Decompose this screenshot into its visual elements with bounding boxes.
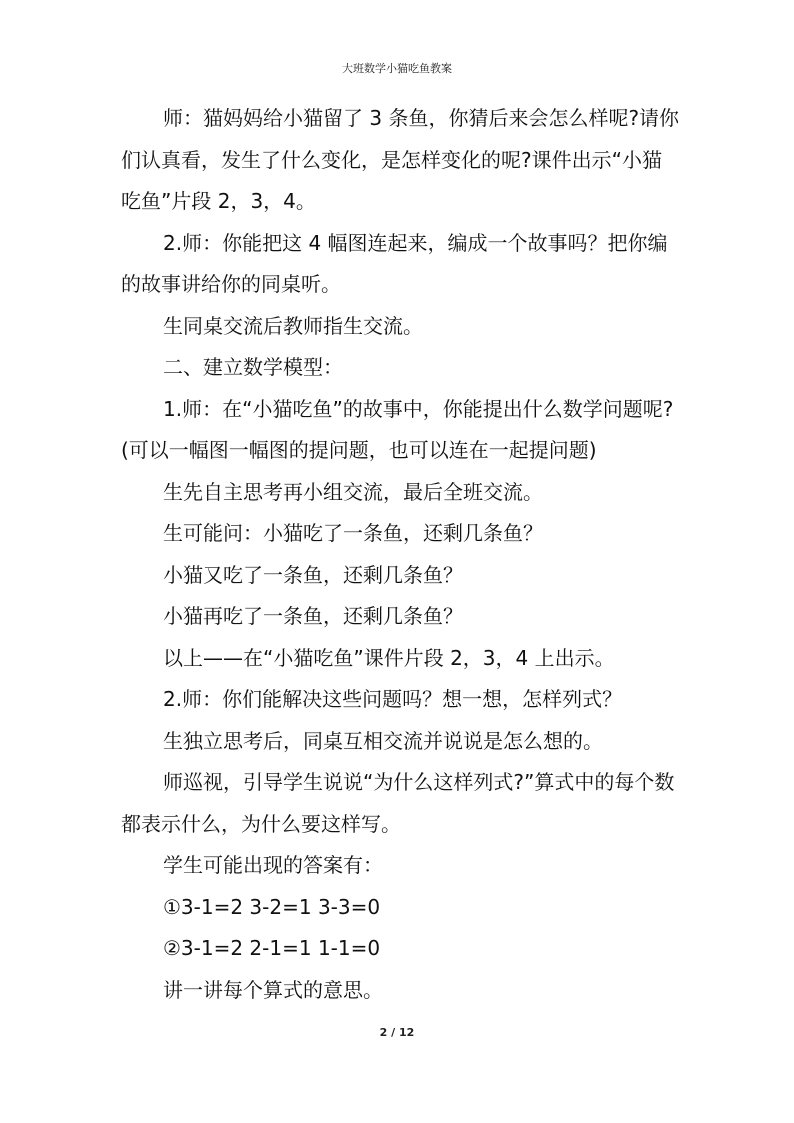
- paragraph: 小猫再吃了一条鱼，还剩几条鱼？: [163, 604, 463, 628]
- paragraph: 2.师：你们能解决这些问题吗？想一想，怎样列式？: [163, 687, 623, 711]
- page-number: 2 / 12: [379, 1026, 415, 1039]
- paragraph: 二、建立数学模型：: [163, 355, 343, 379]
- paragraph: ②3-1=2 2-1=1 1-1=0: [163, 936, 381, 960]
- paragraph: 生同桌交流后教师指生交流。: [163, 313, 423, 338]
- paragraph: 生先自主思考再小组交流，最后全班交流。: [163, 479, 543, 504]
- paragraph: 讲一讲每个算式的意思。: [163, 977, 383, 1002]
- paragraph: 师：猫妈妈给小猫留了 3 条鱼，你猜后来会怎么样呢?请你们认真看，发生了什么变化，是怎样变化的呢?课件出示“小猫吃鱼”片段 2，3，4。: [121, 106, 680, 213]
- paragraph: 以上——在“小猫吃鱼”课件片段 2，3，4 上出示。: [163, 645, 615, 670]
- paragraph: ①3-1=2 3-2=1 3-3=0: [163, 894, 381, 919]
- paragraph: 师巡视，引导学生说说“为什么这样列式?”算式中的每个数都表示什么，为什么要这样写。: [121, 770, 675, 836]
- paragraph: 小猫又吃了一条鱼，还剩几条鱼？: [163, 562, 463, 587]
- page-header: 大班数学小猫吃鱼教案: [342, 62, 452, 75]
- paragraph: 2.师：你能把这 4 幅图连起来，编成一个故事吗？把你编的故事讲给你的同桌听。: [121, 230, 668, 296]
- paragraph: 1.师：在“小猫吃鱼”的故事中，你能提出什么数学问题呢?(可以一幅图一幅图的提问题，也可以连在一起提问题): [121, 396, 674, 462]
- paragraph: 生独立思考后，同桌互相交流并说说是怎么想的。: [163, 728, 603, 753]
- paragraph: 生可能问：小猫吃了一条鱼，还剩几条鱼？: [163, 521, 543, 545]
- paragraph: 学生可能出现的答案有：: [163, 853, 383, 877]
- document-body: [121, 98, 681, 1011]
